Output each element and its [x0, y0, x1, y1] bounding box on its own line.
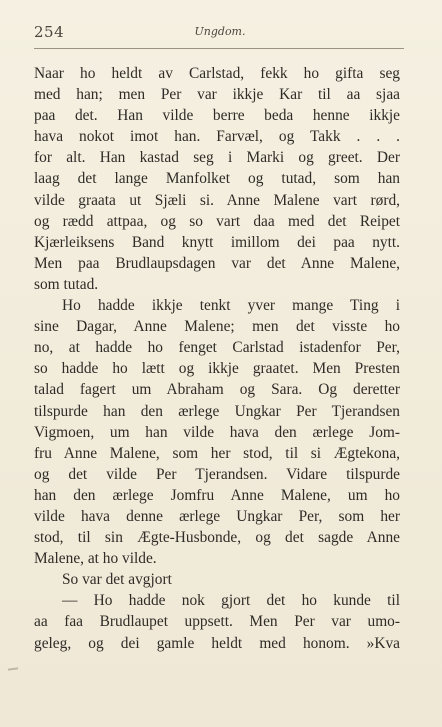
text-line: Ho hadde ikkje tenkt yver mange Ting i: [62, 297, 400, 315]
text-line: vilde graata ut Sjæli si. Anne Malene vart rørd,: [34, 191, 400, 209]
body-text: [34, 63, 400, 654]
running-head: Ungdom.: [194, 25, 246, 38]
text-line: paa det. Han vilde berre beda henne ikkje: [34, 107, 400, 125]
text-line: som tutad.: [34, 275, 99, 293]
text-line: sine Dagar, Anne Malene; men det visste ho: [34, 318, 400, 336]
text-line: no, at hadde ho fenget Carlstad istadenfor Per,: [34, 339, 400, 357]
text-line: for alt. Han kastad seg i Marki og greet. Der: [34, 149, 400, 167]
text-line: vilde hava denne ærlege Ungkar Per, som her: [34, 507, 400, 525]
text-line: — Ho hadde nok gjort det ho kunde til: [62, 592, 400, 610]
page-number: 254: [34, 23, 65, 41]
text-line: Malene, at ho vilde.: [34, 550, 157, 568]
text-line: talad fagert um Abraham og Sara. Og deretter: [34, 381, 400, 399]
text-line: tilspurde han den ærlege Ungkar Per Tjerandsen: [34, 402, 400, 420]
text-line: og det vilde Per Tjerandsen. Vidare tilspurde: [34, 465, 400, 483]
text-line: fru Anne Malene, som her stod, til si Ægtekona,: [34, 444, 400, 462]
text-line: og rædd attpaa, og so vart daa med det Reipet: [34, 212, 400, 230]
header-rule: [34, 48, 404, 49]
text-line: han den ærlege Jomfru Anne Malene, um ho: [34, 486, 400, 504]
text-line: med han; men Per var ikkje Kar til aa sjaa: [34, 86, 400, 104]
text-line: So var det avgjort: [62, 571, 172, 589]
text-line: hava nokot imot han. Farvæl, og Takk . . .: [34, 128, 400, 146]
text-line: so hadde ho lætt og ikkje graatet. Men Presten: [34, 360, 400, 378]
text-line: laag det lange Manfolket og tutad, som han: [34, 170, 400, 188]
page-header: [34, 20, 406, 42]
text-line: aa faa Brudlaupet uppsett. Men Per var umo-: [34, 613, 400, 631]
text-line: stod, til sin Ægte-Husbonde, og det sagde Anne: [34, 529, 400, 547]
text-line: Naar ho heldt av Carlstad, fekk ho gifta seg: [34, 65, 400, 82]
text-line: geleg, og dei gamle heldt med honom. »Kva: [34, 634, 400, 652]
text-line: Kjærleiksens Band knytt imillom dei paa nytt.: [34, 233, 400, 251]
text-line: Vigmoen, um han vilde hava den ærlege Jom-: [34, 423, 400, 441]
text-line: Men paa Brudlaupsdagen var det Anne Malene,: [34, 254, 400, 272]
paper-speck: [8, 667, 18, 670]
